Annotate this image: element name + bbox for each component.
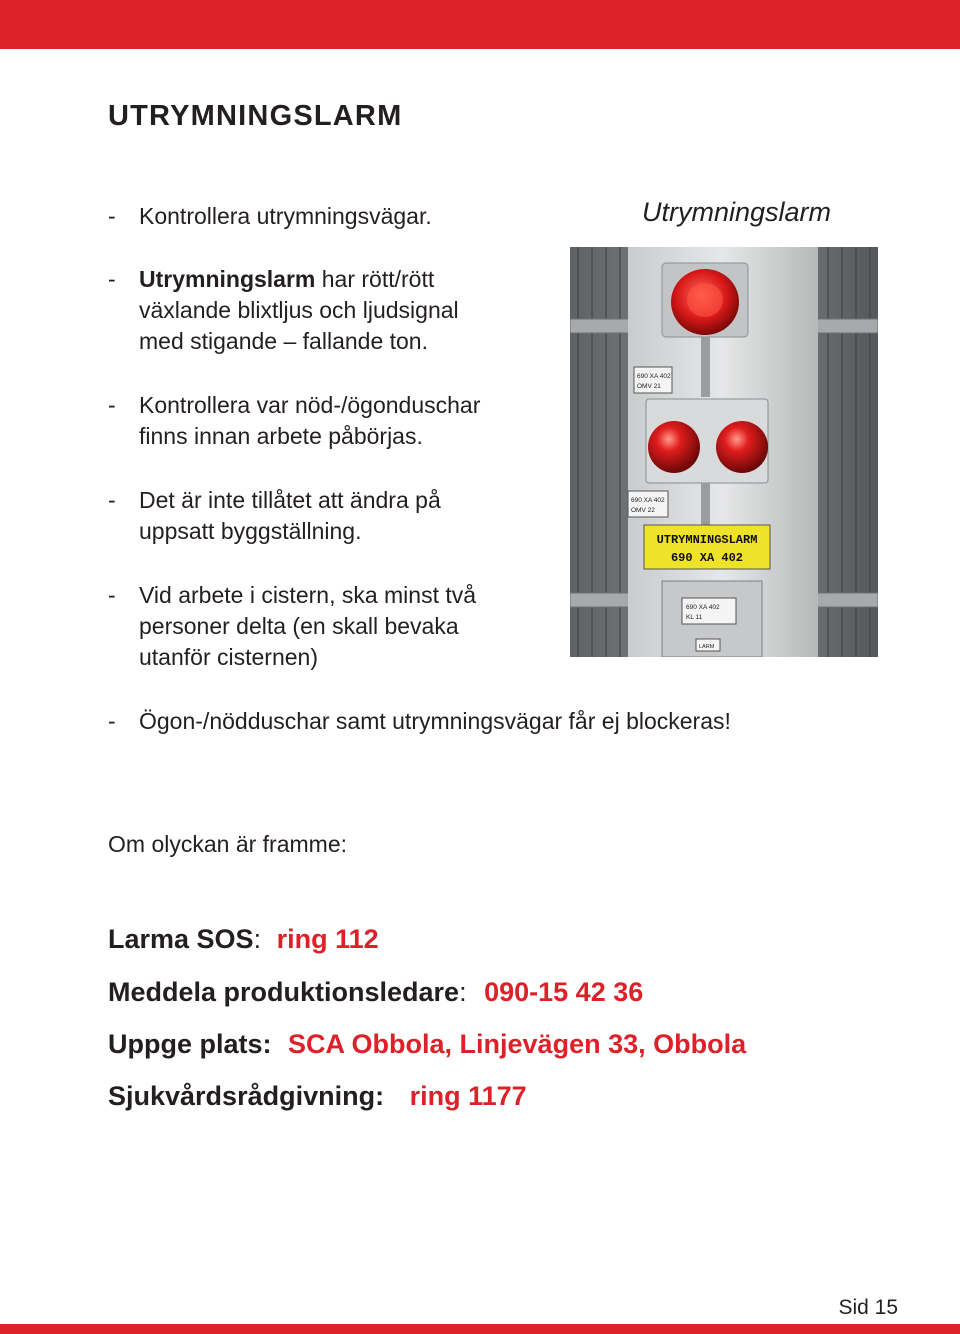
top-accent-bar	[0, 0, 960, 49]
bullet-bold-term: Utrymningslarm	[139, 266, 316, 292]
bullet-text-line: personer delta (en skall bevaka	[139, 613, 459, 639]
bullet-text: Ögon-/nödduschar samt utrymningsvägar får ej blockeras!	[139, 708, 731, 734]
contact-value: ring 112	[276, 924, 379, 954]
bullet-eyewash-check	[108, 390, 480, 452]
contact-label: Meddela produktionsledare	[108, 977, 460, 1007]
tag-text: 690 XA 402	[631, 497, 665, 504]
tag-text: 690 XA 402	[637, 373, 671, 380]
sign-line: 690 XA 402	[670, 551, 744, 565]
tag-text: OMV 21	[637, 383, 661, 390]
emergency-intro: Om olyckan är framme:	[108, 831, 347, 857]
bullet-dash: -	[108, 487, 116, 513]
bullet-dash: -	[108, 203, 116, 229]
bullet-text	[139, 264, 459, 357]
bullet-text-line: finns innan arbete påbörjas.	[139, 423, 423, 449]
contact-separator: :	[253, 924, 262, 954]
bullet-text-line: har rött/rött	[315, 266, 435, 292]
contact-value: SCA Obbola, Linjevägen 33, Obbola	[288, 1029, 747, 1059]
red-flash-lamp-right	[716, 421, 768, 473]
contact-sos	[108, 924, 379, 955]
bullet-dash: -	[108, 582, 116, 608]
bullet-scaffolding	[108, 485, 441, 547]
alarm-photo	[570, 247, 878, 657]
contact-separator: :	[459, 977, 467, 1007]
contact-health-advice	[108, 1081, 527, 1112]
contact-label: Larma SOS	[108, 924, 254, 954]
tag-text: OMV 22	[631, 507, 655, 514]
bullet-text-line: uppsatt byggställning.	[139, 518, 362, 544]
contact-value: 090-15 42 36	[484, 977, 644, 1007]
bottom-accent-bar	[0, 1324, 960, 1334]
tag-text: KL 11	[686, 614, 703, 621]
bullet-text-line: Kontrollera var nöd-/ögonduschar	[139, 392, 481, 418]
bullet-text-line: Vid arbete i cistern, ska minst två	[139, 582, 477, 608]
bullet-text-line: växlande blixtljus och ljudsignal	[139, 297, 459, 323]
bullet-text	[139, 580, 476, 673]
bullet-no-blocking	[108, 706, 731, 737]
red-flash-lamp-left	[648, 421, 700, 473]
page-number: Sid 15	[838, 1296, 898, 1319]
contact-location	[108, 1029, 746, 1060]
contact-label: Uppge plats:	[108, 1029, 272, 1059]
bullet-dash: -	[108, 708, 116, 734]
tag-text: LARM	[699, 644, 715, 650]
sign-line: UTRYMNINGSLARM	[656, 533, 758, 547]
photo-caption: Utrymningslarm	[642, 197, 832, 227]
contact-label: Sjukvårdsrådgivning:	[108, 1081, 385, 1111]
bullet-check-escape-routes	[108, 201, 432, 232]
bullet-dash: -	[108, 392, 116, 418]
bullet-text	[139, 390, 480, 452]
bullet-dash: -	[108, 266, 116, 292]
contact-value: ring 1177	[409, 1081, 527, 1111]
contact-production-manager	[108, 977, 643, 1008]
bullet-text-line: Det är inte tillåtet att ändra på	[139, 487, 441, 513]
bullet-text-line: utanför cisternen)	[139, 644, 318, 670]
bullet-cistern-work	[108, 580, 476, 673]
bullet-text-line: med stigande – fallande ton.	[139, 328, 428, 354]
page-title: UTRYMNINGSLARM	[108, 100, 403, 132]
bullet-alarm-description	[108, 264, 459, 357]
bullet-text	[139, 485, 441, 547]
bullet-text: Kontrollera utrymningsvägar.	[139, 203, 432, 229]
tag-text: 690 XA 402	[686, 604, 720, 611]
